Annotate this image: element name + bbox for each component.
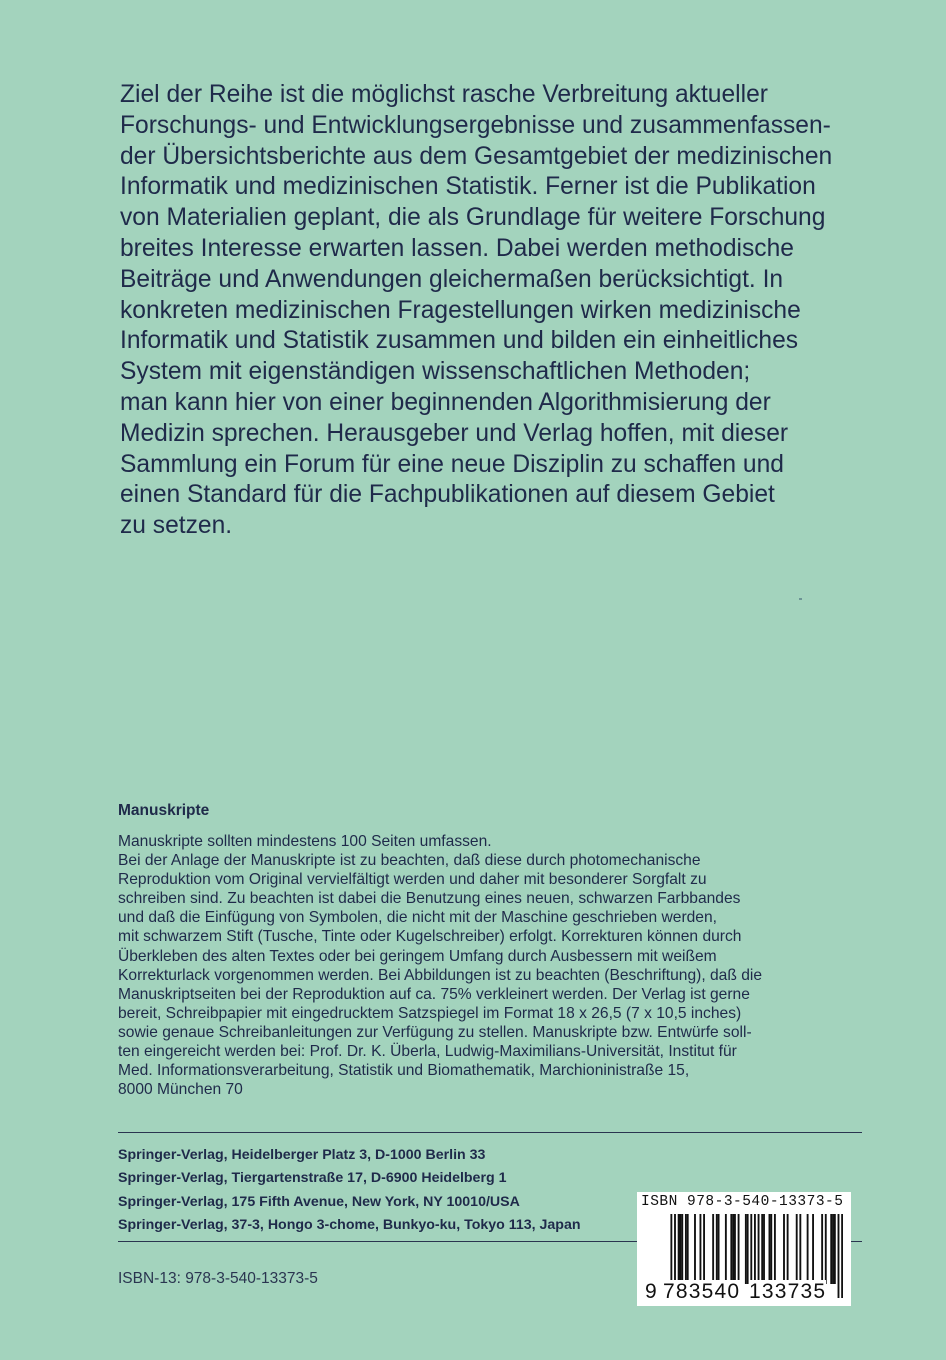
isbn-13-label: ISBN-13: 978-3-540-13373-5 [118,1270,318,1287]
manuskripte-line: Korrekturlack vorgenommen werden. Bei Abbildungen ist zu beachten (Beschriftung), daß die [118,966,763,984]
manuskripte-text [118,832,878,1099]
barcode-bar [770,1214,772,1284]
intro-line: Informatik und Statistik zusammen und bilden ein einheitliches [120,327,799,355]
barcode-bar [685,1214,687,1284]
intro-line: zu setzen. [120,512,233,540]
manuskripte-line: sowie genaue Schreibanleitungen zur Verfügung zu stellen. Manuskripte bzw. Entwürfe soll- [118,1023,752,1041]
print-speck [799,598,802,600]
intro-line: Beiträge und Anwendungen gleichermaßen berücksichtigt. In [120,265,784,293]
intro-line: konkreten medizinischen Fragestellungen wirken medizinische [120,296,801,324]
intro-line: breites Interesse erwarten lassen. Dabei werden methodische [120,234,794,262]
barcode-bar [703,1214,705,1284]
manuskripte-line: und daß die Einfügung von Symbolen, die nicht mit der Maschine geschrieben werden, [118,909,717,927]
barcode-digit-lead: 9 [645,1280,657,1303]
intro-line: Sammlung ein Forum für eine neue Disziplin zu schaffen und [120,450,784,478]
barcode-bar [832,1214,834,1284]
barcode-bar [825,1214,827,1284]
barcode-bar [787,1214,789,1284]
address-tokyo: Springer-Verlag, 37-3, Hongo 3-chome, Bunkyo-ku, Tokyo 113, Japan [118,1216,581,1233]
manuskripte-heading: Manuskripte [118,802,210,819]
intro-line: Ziel der Reihe ist die möglichst rasche Verbreitung aktueller [120,81,768,108]
barcode-digits [637,1282,851,1304]
barcode-bar [799,1214,801,1284]
manuskripte-line: Überkleben des alten Textes oder bei geringem Umfang durch Ausbessern mit weißem [118,947,717,965]
barcode-digits-left: 783540 [663,1280,741,1303]
barcode-bar [745,1214,747,1284]
barcode-bar [747,1214,749,1284]
intro-line: einen Standard für die Fachpublikationen auf diesem Gebiet [120,481,775,509]
manuskripte-line: Manuskriptseiten bei der Reproduktion auf ca. 75% verkleinert werden. Der Verlag ist gerne [118,985,750,1003]
barcode-bar [725,1214,727,1284]
barcode-bar [700,1214,702,1284]
barcode-bar [694,1214,696,1284]
address-new-york: Springer-Verlag, 175 Fifth Avenue, New York, NY 10010/USA [118,1193,520,1210]
barcode-bar [750,1214,752,1284]
barcode-bar [763,1214,765,1284]
barcode-bar [796,1214,798,1284]
barcode-bar [738,1214,740,1284]
barcode-bar [812,1214,814,1284]
barcode-label [637,1192,851,1306]
barcode-bar [730,1214,732,1284]
manuskripte-line: ten eingereicht werden bei: Prof. Dr. K. Überla, Ludwig-Maximilians-Universität, Institut für [118,1043,737,1061]
intro-paragraph [120,80,890,542]
manuskripte-line: Bei der Anlage der Manuskripte ist zu beachten, daß diese durch photomechanische [118,852,701,870]
barcode-bar [821,1214,823,1284]
barcode-bar [678,1214,680,1284]
manuskripte-line: schreiben sind. Zu beachten ist dabei die Benutzung eines neuen, schwarzen Farbbandes [118,890,741,908]
manuskripte-line: Med. Informationsverarbeitung, Statistik und Biomathematik, Marchioninistraße 15, [118,1062,690,1080]
manuskripte-line: Reproduktion vom Original vervielfältigt werden und daher mit besonderer Sorgfalt zu [118,871,707,889]
intro-line: von Materialien geplant, die als Grundlage für weitere Forschung [120,204,826,232]
address-heidelberg: Springer-Verlag, Tiergartenstraße 17, D-6900 Heidelberg 1 [118,1170,507,1187]
barcode-bar [681,1214,683,1284]
barcode-bar [807,1214,809,1284]
address-berlin: Springer-Verlag, Heidelberger Platz 3, D-1000 Berlin 33 [118,1147,486,1163]
barcode-bar [769,1214,771,1284]
barcode-bar [734,1214,736,1284]
barcode-bar [774,1214,776,1284]
manuskripte-line: bereit, Schreibpapier mit eingedrucktem Satzspiegel im Format 18 x 26,5 (7 x 10,5 inches) [118,1004,742,1022]
divider-top [118,1132,862,1133]
intro-line: der Übersichtsberichte aus dem Gesamtgebiet der medizinischen [120,142,833,170]
barcode-bar [732,1214,734,1284]
barcode-bar [718,1214,720,1284]
barcode-bar [680,1214,682,1284]
manuskripte-line: mit schwarzem Stift (Tusche, Tinte oder Kugelschreiber) erfolgt. Korrekturen können durch [118,928,742,946]
barcode-bar [830,1214,832,1284]
intro-line: man kann hier von einer beginnenden Algorithmisierung der [120,388,771,416]
barcode-bar [834,1214,836,1284]
publisher-addresses [118,1144,581,1237]
manuskripte-line: Manuskripte sollten mindestens 100 Seiten umfassen. [118,833,492,850]
barcode-bar [761,1214,763,1284]
barcode-bar [687,1214,689,1284]
barcode-digits-right: 133735 [749,1280,827,1303]
intro-line: System mit eigenständigen wissenschaftlichen Methoden; [120,358,751,386]
barcode-bar [783,1214,785,1284]
barcode-bar [716,1214,718,1284]
manuskripte-line: 8000 München 70 [118,1081,243,1099]
barcode-bar [712,1214,714,1284]
intro-line: Medizin sprechen. Herausgeber und Verlag hoffen, mit dieser [120,419,789,447]
intro-line: Forschungs- und Entwicklungsergebnisse und zusammenfassen- [120,111,831,139]
barcode-isbn-text: ISBN 978-3-540-13373-5 [641,1194,844,1210]
intro-line: Informatik und medizinischen Statistik. Ferner ist die Publikation [120,173,816,201]
